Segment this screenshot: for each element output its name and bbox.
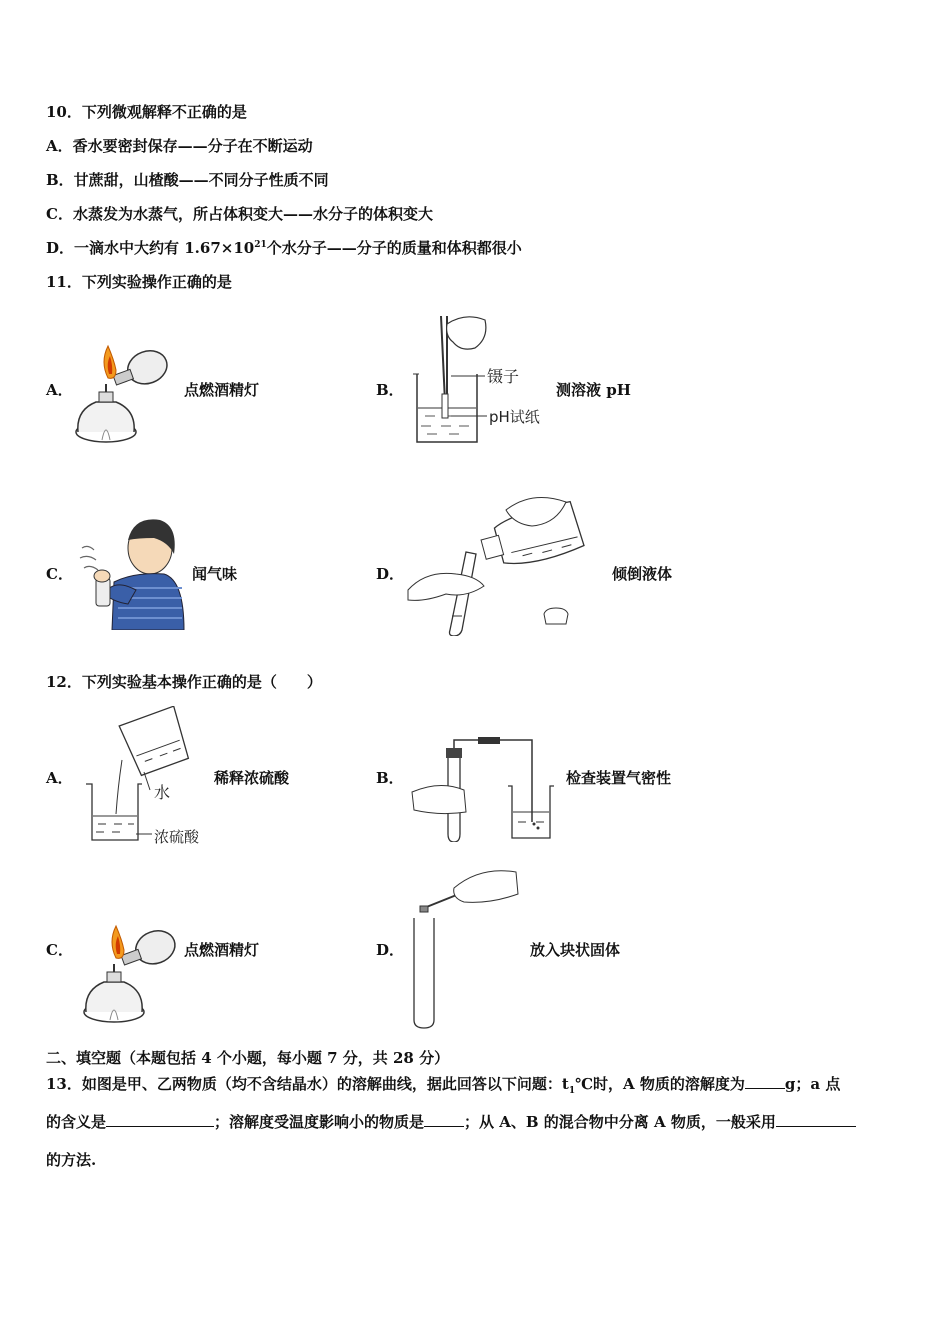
q12-d-text: 放入块状固体 xyxy=(530,941,621,959)
alcohol-lamp-lit-by-lamp-figure xyxy=(66,340,176,450)
airtightness-check-figure xyxy=(410,732,560,842)
q13-l2-b: ；溶解度受温度影响小的物质是 xyxy=(214,1113,425,1131)
q10-d-post: 个水分子——分子的质量和体积都很小 xyxy=(266,239,522,257)
q12-b-letter: B． xyxy=(376,769,404,787)
q13-l1-a: 13．如图是甲、乙两物质（均不含结晶水）的溶解曲线，据此回答以下问题：t xyxy=(46,1075,569,1093)
alcohol-lamp-lit-by-lamp-figure-2 xyxy=(74,920,184,1030)
q13-t1-subscript: 1 xyxy=(568,1086,576,1096)
q10-d-pre: D．一滴水中大约有 1.67×10 xyxy=(46,239,255,257)
q10-option-d xyxy=(46,238,522,258)
q10-d-exponent: 21 xyxy=(254,240,267,250)
q13-line3: 的方法. xyxy=(46,1151,97,1169)
q12-c-text: 点燃酒精灯 xyxy=(184,941,260,959)
q12-c-letter: C． xyxy=(46,941,73,959)
q12-stem: 12．下列实验基本操作正确的是（ ） xyxy=(46,673,322,691)
q13-l1-c: g；a 点 xyxy=(784,1075,841,1093)
q12-a-text: 稀释浓硫酸 xyxy=(214,769,290,787)
q13-line1 xyxy=(46,1074,840,1101)
q11-d-text: 倾倒液体 xyxy=(612,565,673,583)
q13-blank-method[interactable] xyxy=(776,1112,856,1127)
q10-option-a: A．香水要密封保存——分子在不断运动 xyxy=(46,137,313,155)
q11-a-text: 点燃酒精灯 xyxy=(184,381,260,399)
q10-option-c: C．水蒸发为水蒸气，所占体积变大——水分子的体积变大 xyxy=(46,205,433,223)
q12-a-letter: A． xyxy=(46,769,73,787)
child-smelling-figure xyxy=(74,514,186,630)
q11-c-letter: C． xyxy=(46,565,73,583)
ph-paper-label: pH试纸 xyxy=(489,408,540,426)
section2-heading: 二、填空题（本题包括 4 个小题，每小题 7 分，共 28 分） xyxy=(46,1049,450,1067)
q13-l2-c: ；从 A、B 的混合物中分离 A 物质，一般采用 xyxy=(464,1113,776,1131)
q13-l2-a: 的含义是 xyxy=(46,1113,107,1131)
tweezers-label: 镊子 xyxy=(487,367,520,386)
dilute-acid-figure xyxy=(82,706,212,850)
water-label: 水 xyxy=(154,783,171,802)
q11-b-text: 测溶液 pH xyxy=(556,381,631,399)
conc-acid-label: 浓硫酸 xyxy=(154,828,200,846)
q13-line2 xyxy=(46,1112,856,1132)
q12-b-text: 检查装置气密性 xyxy=(566,769,672,787)
q13-blank-substance[interactable] xyxy=(424,1112,464,1127)
q13-blank-solubility[interactable] xyxy=(745,1074,785,1089)
q12-d-letter: D． xyxy=(376,941,405,959)
q11-a-letter: A． xyxy=(46,381,73,399)
ph-test-beaker-figure xyxy=(405,312,550,452)
q10-stem: 10．下列微观解释不正确的是 xyxy=(46,103,247,121)
q13-l1-b: ℃时，A 物质的溶解度为 xyxy=(575,1075,745,1093)
q11-c-text: 闻气味 xyxy=(192,565,238,583)
add-solid-figure xyxy=(404,862,524,1030)
q11-b-letter: B． xyxy=(376,381,404,399)
q11-stem: 11．下列实验操作正确的是 xyxy=(46,273,232,291)
q11-d-letter: D． xyxy=(376,565,405,583)
q13-blank-point-a[interactable] xyxy=(106,1112,214,1127)
pouring-liquid-figure xyxy=(406,490,588,636)
q10-option-b: B．甘蔗甜，山楂酸——不同分子性质不同 xyxy=(46,171,329,189)
